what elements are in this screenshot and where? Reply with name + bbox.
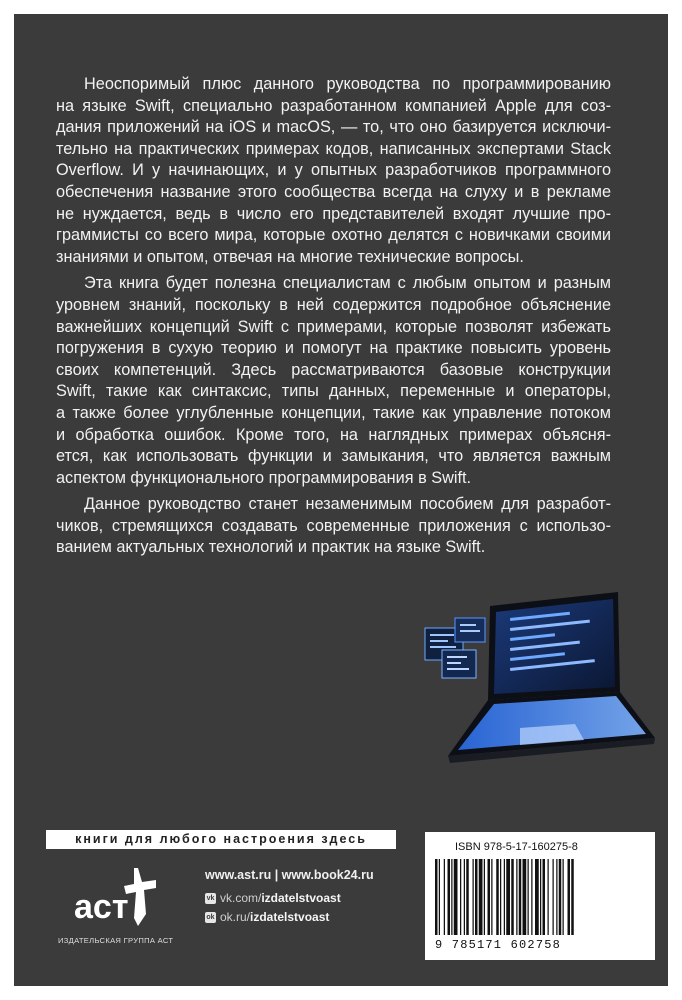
- vk-link[interactable]: vk vk.com/ izdatelstvoast: [206, 891, 341, 905]
- barcode-bar: [523, 859, 527, 935]
- barcode-bar: [548, 859, 549, 935]
- barcode-bar: [484, 859, 485, 935]
- barcode-bar: [496, 859, 499, 935]
- text-line: а также более углубленные концепции, такие как управление потоком: [56, 403, 611, 422]
- barcode-bar: [444, 859, 445, 935]
- barcode-bar: [506, 859, 510, 935]
- barcode-bar: [451, 859, 452, 935]
- text-line: Данное руководство станет незаменимым пособием для разработ-: [84, 495, 611, 514]
- floating-code-panels: [425, 618, 485, 678]
- barcode-bar: [448, 859, 451, 935]
- barcode-bar: [435, 859, 438, 935]
- barcode-bar: [535, 859, 539, 935]
- vk-icon: vk: [206, 894, 215, 902]
- text-line: обеспечения название этого сообщества всегда на слуху и в рекламе: [56, 182, 611, 201]
- text-line: уровнем знаний, поскольку в ней содержится подробное объяснение: [56, 295, 611, 314]
- barcode-bar: [559, 859, 562, 935]
- text-line: аспектом функционального программирования в Swift.: [56, 468, 472, 487]
- paragraph: [56, 494, 611, 559]
- barcode-bar: [519, 859, 522, 935]
- barcode-bar: [479, 859, 483, 935]
- text-line: знаниями и опытом, отвечая на многие технические вопросы.: [56, 247, 524, 266]
- text-line: граммисты со всего мира, которые охотно делятся с новичками своими: [56, 226, 611, 245]
- barcode-bar: [553, 859, 554, 935]
- text-line: важнейших концепций Swift с примерами, которые позволят избежать: [56, 317, 611, 336]
- text-line: Overflow. И у начинающих, и у опытных разработчиков программного: [56, 161, 611, 180]
- barcode-bar: [473, 859, 474, 935]
- text-line: тельно на практических примерах кодов, написанных экспертами Stack: [56, 139, 611, 158]
- paragraph: [56, 74, 611, 268]
- barcode-digits: 9 785171 602758: [435, 938, 562, 952]
- text-line: Неоспоримый плюс данного руководства по программированию: [84, 75, 611, 93]
- barcode-bar: [500, 859, 501, 935]
- annotation-text: [56, 74, 611, 564]
- website-links[interactable]: www.ast.ru | www.book24.ru: [205, 868, 374, 882]
- ast-logo-text: аст: [74, 888, 129, 926]
- barcode-bar: [475, 859, 478, 935]
- ok-link[interactable]: ok ok.ru/ izdatelstvoast: [206, 910, 330, 924]
- barcode-bar: [531, 859, 532, 935]
- ok-icon: ok: [206, 913, 215, 921]
- barcode-bar: [540, 859, 541, 935]
- text-line: дания приложений на iOS и macOS, — то, что оно базируется исключи-: [56, 118, 611, 137]
- barcode-bar: [543, 859, 546, 935]
- laptop-keyboard: [448, 692, 655, 763]
- barcode-bar: [464, 859, 465, 935]
- barcode-bar: [516, 859, 517, 935]
- text-line: ется, как использовать функции и замыкания, что является важным: [56, 447, 611, 466]
- barcode-bar: [460, 859, 461, 935]
- barcode-bar: [563, 859, 564, 935]
- barcode-bar: [439, 859, 440, 935]
- text-line: на языке Swift, специально разработанном компанией Apple для соз-: [56, 96, 611, 115]
- isbn-barcode: [425, 832, 655, 960]
- laptop-screen: [488, 592, 620, 700]
- barcode-bars: [435, 859, 647, 937]
- publisher-links: [205, 868, 374, 929]
- barcode-bar: [571, 859, 574, 935]
- barcode-bar: [568, 859, 571, 935]
- barcode-bar: [528, 859, 529, 935]
- isbn-number: ISBN 978-5-17-160275-8: [455, 841, 578, 853]
- barcode-bar: [556, 859, 557, 935]
- laptop-illustration: [370, 588, 660, 768]
- text-line: погружения в сухую теорию и помогут на практике повысить уровень: [56, 339, 611, 358]
- barcode-bar: [466, 859, 469, 935]
- text-line: Эта книга будет полезна специалистам с любым опытом и разным: [84, 274, 611, 293]
- barcode-bar: [491, 859, 492, 935]
- series-slogan: книги для любого настроения здесь: [46, 830, 396, 849]
- text-line: не нуждается, ведь в число его представителей входят лучшие про-: [56, 204, 611, 223]
- ast-logo: [72, 862, 172, 930]
- barcode-bar: [511, 859, 514, 935]
- text-line: чиков, стремящихся создавать современные приложения с использо-: [56, 516, 611, 535]
- barcode-bar: [488, 859, 491, 935]
- text-line: Swift, такие как синтаксис, типы данных, переменные и операторы,: [56, 382, 611, 401]
- barcode-bar: [504, 859, 505, 935]
- paragraph: [56, 273, 611, 489]
- text-line: ванием актуальных технологий и практик на языке Swift.: [56, 538, 486, 557]
- text-line: и обработка ошибок. Кроме того, на наглядных примерах объясня-: [56, 425, 611, 444]
- barcode-bar: [454, 859, 458, 935]
- publisher-caption: ИЗДАТЕЛЬСКАЯ ГРУППА АСТ: [58, 936, 174, 945]
- text-line: своих компетенций. Здесь рассматриваются базовые конструкции: [56, 360, 611, 379]
